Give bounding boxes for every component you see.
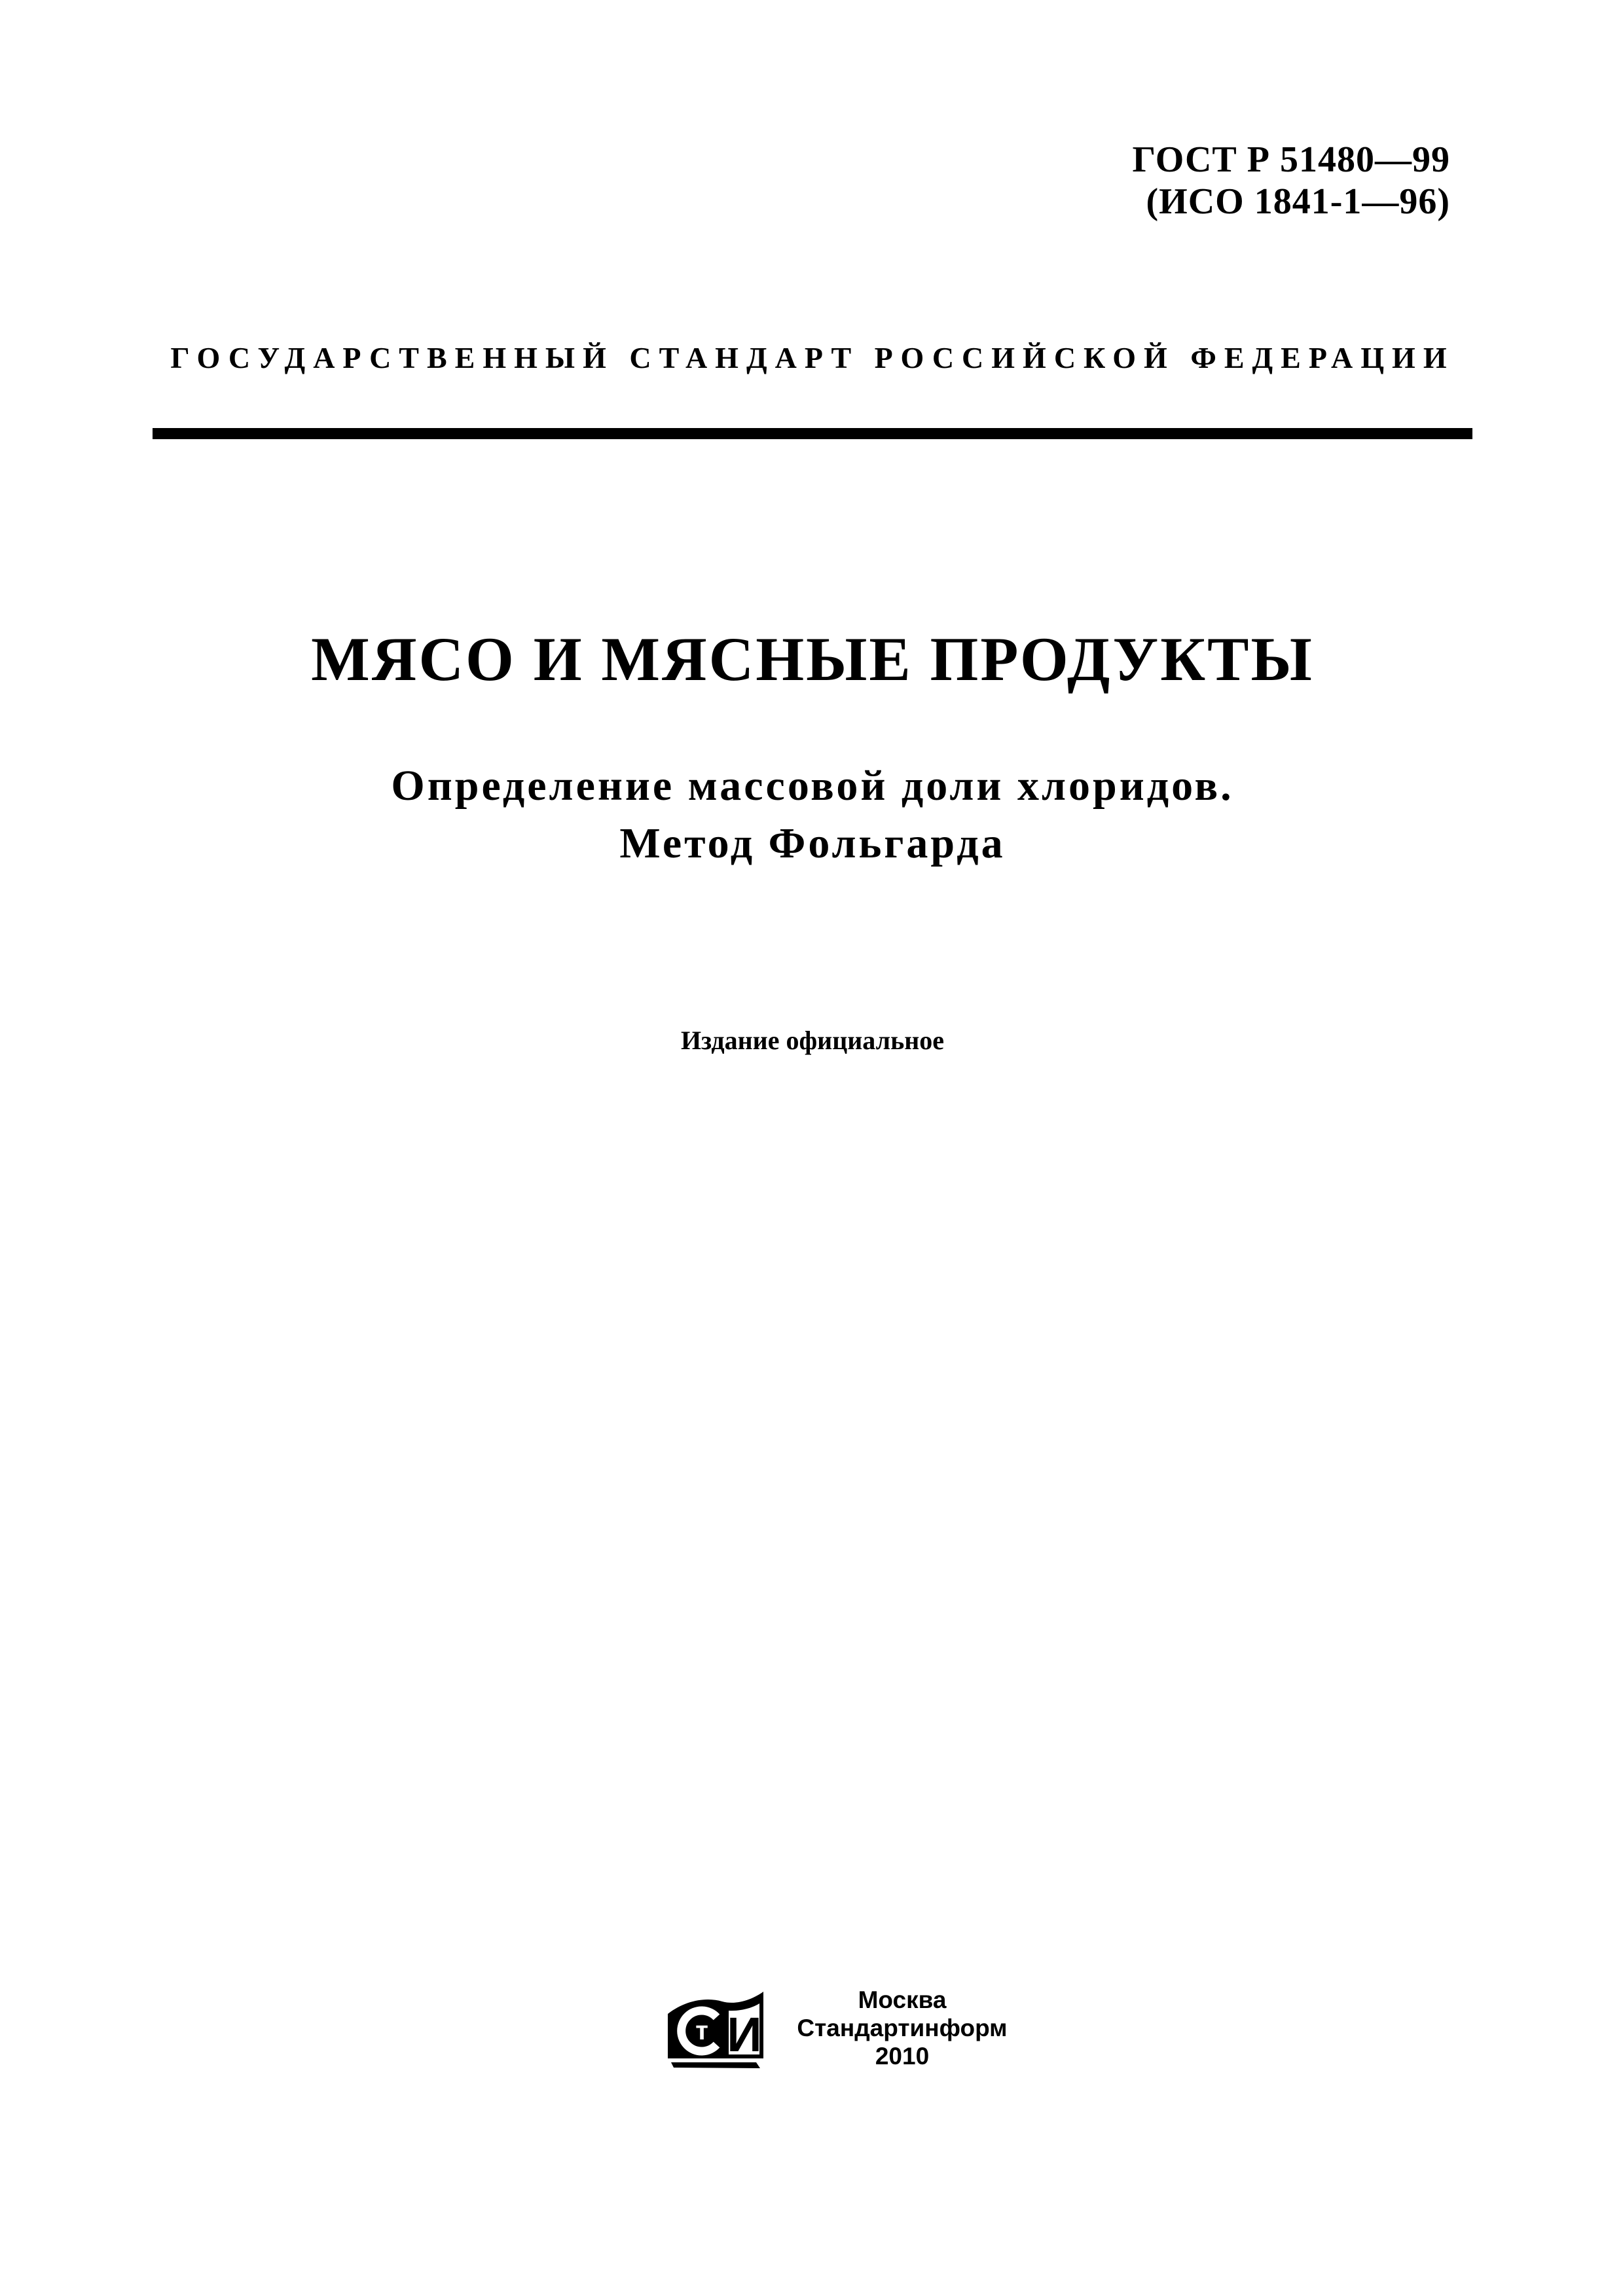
doc-subtitle-line1: Определение массовой доли хлоридов.	[391, 762, 1234, 810]
edition-note: Издание официальное	[680, 1026, 945, 1055]
doc-subtitle	[153, 757, 1472, 872]
imprint-publisher: Стандартинформ	[797, 2015, 1008, 2041]
header-rule	[153, 428, 1472, 439]
logo-letter-t: т	[695, 2017, 708, 2045]
logo-letter-i: И	[727, 2007, 762, 2062]
iso-code: (ИСО 1841-1—96)	[1146, 181, 1450, 222]
gost-code: ГОСТ Р 51480—99	[1132, 139, 1450, 180]
doc-subtitle-line2: Метод Фольгарда	[619, 819, 1006, 867]
standard-type-heading: ГОСУДАРСТВЕННЫЙ СТАНДАРТ РОССИЙСКОЙ ФЕДЕРАЦИИ	[170, 341, 1455, 374]
imprint-block	[739, 1986, 1066, 2070]
imprint-city: Москва	[858, 1986, 947, 2013]
doc-title: МЯСО И МЯСНЫЕ ПРОДУКТЫ	[311, 624, 1314, 694]
imprint-year: 2010	[875, 2043, 930, 2070]
doc-code-block	[153, 139, 1450, 223]
